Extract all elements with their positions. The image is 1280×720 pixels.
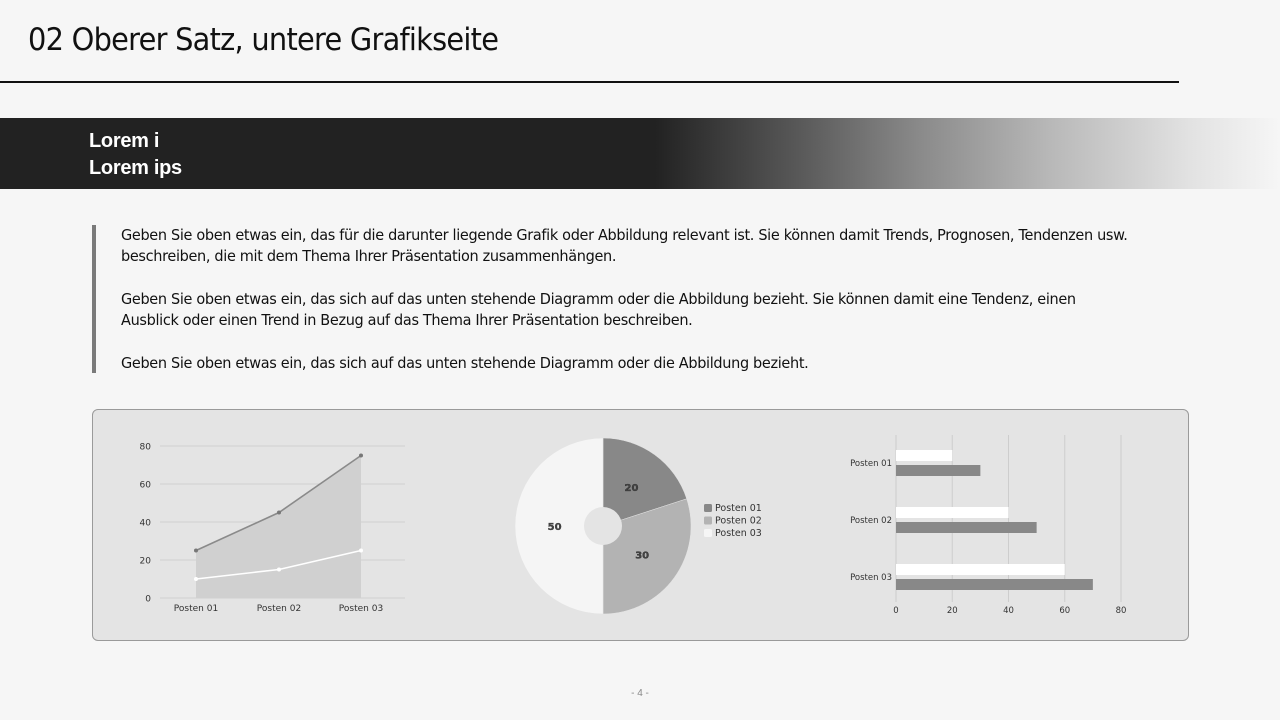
- page-number: - 4 -: [631, 688, 649, 699]
- area-chart: [120, 430, 420, 620]
- bar-chart: [840, 430, 1140, 620]
- legend-label: Posten 03: [715, 528, 762, 539]
- x-tick-label: 60: [1059, 606, 1071, 616]
- quote-bar: [92, 225, 96, 373]
- legend-swatch: [704, 517, 712, 525]
- y-tick-label: 80: [139, 442, 151, 453]
- y-tick-label: 60: [139, 480, 151, 491]
- legend-label: Posten 02: [715, 515, 762, 527]
- pie-hole: [584, 507, 622, 545]
- legend-swatch: [704, 504, 712, 512]
- gradient-band: [0, 118, 1280, 189]
- legend-label: Posten 01: [715, 503, 762, 514]
- paragraph-2: Geben Sie oben etwas ein, das sich auf das unten stehende Diagramm oder die Abbildung bezieht. Sie können damit eine Tendenz, einen Ausblick oder einen Trend in Bezug auf das Thema Ihrer Präsentation beschreiben.: [121, 290, 1076, 329]
- body-text: [121, 225, 1171, 396]
- x-tick-label: 80: [1115, 606, 1127, 616]
- x-tick-label: 20: [946, 606, 958, 616]
- bar-series-1: [896, 450, 952, 461]
- title-divider: [0, 81, 1179, 83]
- x-tick-label: Posten 02: [256, 604, 302, 614]
- paragraph-1: Geben Sie oben etwas ein, das für die darunter liegende Grafik oder Abbildung relevant ist. Sie können damit Trends, Prognosen, Tendenzen usw. beschreiben, die mit dem Thema Ihrer Präsentation zusammenhängen.: [121, 226, 1128, 265]
- data-point: [359, 549, 363, 553]
- x-tick-label: 0: [893, 606, 899, 616]
- y-tick-label: 0: [145, 594, 151, 605]
- y-category-label: Posten 03: [850, 573, 892, 583]
- band-heading-line-2: Lorem ips: [89, 157, 182, 179]
- band-heading: [89, 128, 182, 182]
- data-point: [277, 568, 281, 572]
- y-category-label: Posten 01: [850, 459, 892, 469]
- bar-series-2: [896, 465, 980, 476]
- legend-swatch: [704, 529, 712, 537]
- pie-slice-label: 50: [547, 522, 562, 533]
- data-point: [277, 511, 281, 515]
- data-point: [194, 549, 198, 553]
- slide-title: 02 Oberer Satz, untere Grafikseite: [28, 22, 499, 58]
- paragraph-3: Geben Sie oben etwas ein, das sich auf das unten stehende Diagramm oder die Abbildung bezieht.: [121, 354, 809, 372]
- bar-series-1: [896, 564, 1065, 575]
- y-category-label: Posten 02: [850, 516, 892, 526]
- bar-series-1: [896, 507, 1009, 518]
- y-tick-label: 40: [139, 518, 151, 529]
- data-point: [359, 454, 363, 458]
- pie-slice-label: 20: [624, 482, 639, 494]
- y-tick-label: 20: [139, 556, 151, 567]
- bar-series-2: [896, 522, 1037, 533]
- data-point: [194, 577, 198, 581]
- x-tick-label: 40: [1003, 606, 1014, 616]
- pie-slice-label: 30: [635, 550, 650, 562]
- band-heading-line-1: Lorem i: [89, 130, 160, 152]
- x-tick-label: Posten 01: [173, 604, 219, 614]
- x-tick-label: Posten 03: [338, 604, 384, 614]
- pie-chart: [500, 430, 780, 620]
- bar-series-2: [896, 579, 1093, 590]
